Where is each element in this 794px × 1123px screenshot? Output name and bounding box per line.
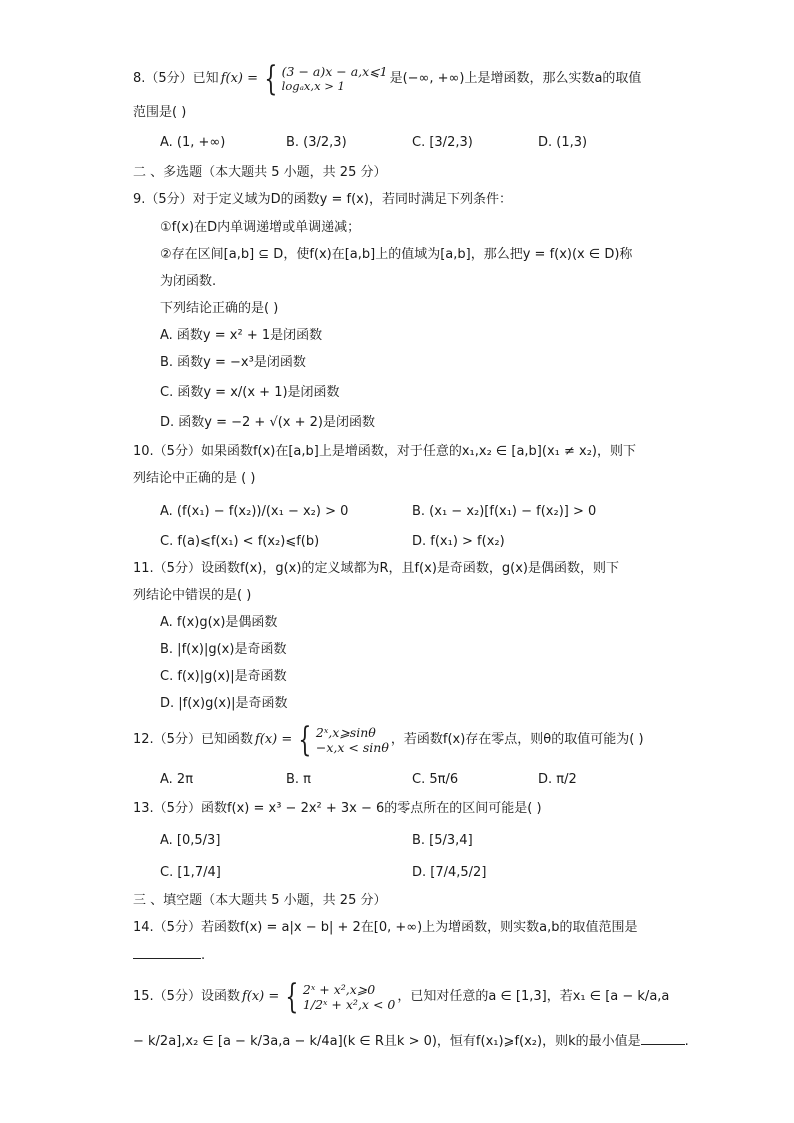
q12-piecewise xyxy=(294,720,389,760)
q10-option-c: C. f(a)⩽f(x₁) < f(x₂)⩽f(b) xyxy=(160,534,320,549)
q15-piecewise xyxy=(281,977,396,1017)
q9-option-b: B. 函数y = −x³是闭函数 xyxy=(160,355,306,370)
q12-option-a: A. 2π xyxy=(160,772,194,787)
q15-line2 xyxy=(133,1032,689,1051)
q15-case2: 1/2ˣ + x²,x < 0 xyxy=(302,997,396,1012)
q15-tail: . xyxy=(684,1034,689,1049)
q10-option-a: A. (f(x₁) − f(x₂))/(x₁ − x₂) > 0 xyxy=(160,504,349,519)
q8-prefix: 8.（5分）已知 xyxy=(133,71,219,86)
section-multiple-choice: 二 、多选题（本大题共 5 小题，共 25 分） xyxy=(133,165,387,180)
left-brace-icon: { xyxy=(285,977,299,1017)
q11-option-d: D. |f(x)g(x)|是奇函数 xyxy=(160,696,288,711)
section-fill-in: 三 、填空题（本大题共 5 小题，共 25 分） xyxy=(133,893,387,908)
q14-answer-line xyxy=(133,946,205,965)
q12-suffix: ，若函数f(x)存在零点，则θ的取值可能为( ) xyxy=(390,732,644,747)
q15-suffix: ，已知对任意的a ∈ [1,3]，若x₁ ∈ [a − k/a,a xyxy=(397,989,670,1004)
q8-option-c: C. [3/2,3) xyxy=(412,135,473,150)
q8-option-b: B. (3/2,3) xyxy=(286,135,347,150)
q8-suffix: 是(−∞, +∞)上是增函数，那么实数a的取值 xyxy=(389,71,642,86)
q12-line xyxy=(133,720,644,760)
q11-stem2: 列结论中错误的是( ) xyxy=(133,588,252,603)
q9-option-a: A. 函数y = x² + 1是闭函数 xyxy=(160,328,323,343)
q10-stem2: 列结论中正确的是 ( ) xyxy=(133,471,256,486)
q8-line1 xyxy=(133,59,642,99)
q9-ask: 下列结论正确的是( ) xyxy=(160,301,279,316)
q13-stem: 13.（5分）函数f(x) = x³ − 2x² + 3x − 6的零点所在的区间可能是( ) xyxy=(133,801,542,816)
q10-option-b: B. (x₁ − x₂)[f(x₁) − f(x₂)] > 0 xyxy=(412,504,597,519)
q10-stem1: 10.（5分）如果函数f(x)在[a,b]上是增函数，对于任意的x₁,x₂ ∈ [a,b](x₁ ≠ x₂)，则下 xyxy=(133,444,636,459)
q8-func-name: f(x) = xyxy=(220,71,258,86)
q8-line2: 范围是( ) xyxy=(133,105,187,120)
q9-cond1: ①f(x)在D内单调递增或单调递减； xyxy=(160,220,361,235)
q12-option-d: D. π/2 xyxy=(538,772,577,787)
q11-option-b: B. |f(x)|g(x)是奇函数 xyxy=(160,642,287,657)
q8-option-a: A. (1, +∞) xyxy=(160,135,226,150)
q13-option-b: B. [5/3,4] xyxy=(412,833,473,848)
q8-case1: (3 − a)x − a,x⩽1 xyxy=(281,64,388,79)
q15-line1 xyxy=(133,977,670,1017)
q13-option-c: C. [1,7/4] xyxy=(160,865,221,880)
q12-prefix: 12.（5分）已知函数 xyxy=(133,732,253,747)
q15-line2-text: − k/2a],x₂ ∈ [a − k/3a,a − k/4a](k ∈ R且k > 0)，恒有f(x₁)⩾f(x₂)，则k的最小值是 xyxy=(133,1034,641,1049)
q15-case1: 2ˣ + x²,x⩾0 xyxy=(302,982,376,997)
q15-blank[interactable] xyxy=(641,1032,685,1045)
left-brace-icon: { xyxy=(264,59,278,99)
q14-blank[interactable] xyxy=(133,946,201,959)
q15-func-name: f(x) = xyxy=(241,989,280,1004)
q13-option-a: A. [0,5/3] xyxy=(160,833,221,848)
q9-stem: 9.（5分）对于定义域为D的函数y = f(x)，若同时满足下列条件： xyxy=(133,192,512,207)
q12-option-b: B. π xyxy=(286,772,312,787)
q8-piecewise xyxy=(260,59,388,99)
q14-tail: . xyxy=(201,948,206,963)
q15-prefix: 15.（5分）设函数 xyxy=(133,989,240,1004)
q11-stem1: 11.（5分）设函数f(x)，g(x)的定义域都为R，且f(x)是奇函数，g(x)是偶函数，则下 xyxy=(133,561,619,576)
left-brace-icon: { xyxy=(298,720,312,760)
q10-option-d: D. f(x₁) > f(x₂) xyxy=(412,534,505,549)
q8-case2: logₐx,x > 1 xyxy=(281,79,345,93)
q11-option-a: A. f(x)g(x)是偶函数 xyxy=(160,615,278,630)
q12-func-name: f(x) = xyxy=(254,732,293,747)
q12-option-c: C. 5π/6 xyxy=(412,772,459,787)
q14-stem: 14.（5分）若函数f(x) = a|x − b| + 2在[0, +∞)上为增函数，则实数a,b的取值范围是 xyxy=(133,920,638,935)
q9-option-d: D. 函数y = −2 + √(x + 2)是闭函数 xyxy=(160,415,375,430)
q9-cond2b: 为闭函数. xyxy=(160,274,217,289)
q12-case2: −x,x < sinθ xyxy=(315,740,389,755)
q9-cond2a: ②存在区间[a,b] ⊆ D，使f(x)在[a,b]上的值域为[a,b]，那么把y = f(x)(x ∈ D)称 xyxy=(160,247,633,262)
q11-option-c: C. f(x)|g(x)|是奇函数 xyxy=(160,669,287,684)
q13-option-d: D. [7/4,5/2] xyxy=(412,865,487,880)
q9-option-c: C. 函数y = x/(x + 1)是闭函数 xyxy=(160,385,340,400)
q8-option-d: D. (1,3) xyxy=(538,135,588,150)
q12-case1: 2ˣ,x⩾sinθ xyxy=(315,725,376,740)
